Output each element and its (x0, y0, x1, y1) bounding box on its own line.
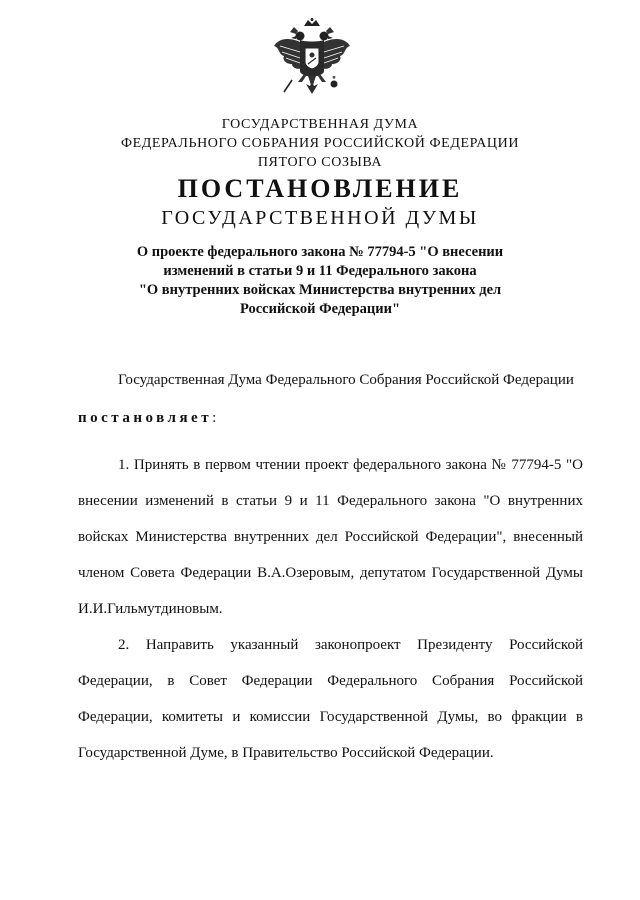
document-title: ПОСТАНОВЛЕНИЕ (177, 174, 463, 203)
item1-line-4: членом Совета Федерации В.А.Озеровым, депутатом Государственной Думы (78, 565, 583, 581)
document-subtitle: ГОСУДАРСТВЕННОЙ ДУМЫ (161, 207, 479, 229)
item2-line-1: 2. Направить указанный законопроект Президенту Российской (118, 637, 583, 653)
resolves-line (78, 400, 583, 436)
header-convocation: ПЯТОГО СОЗЫВА (257, 155, 383, 170)
item1-line-5: И.И.Гильмутдиновым. (78, 601, 223, 617)
item2-line-4: Государственной Думе, в Правительство Российской Федерации. (78, 745, 494, 761)
item2-line-2: Федерации, в Совет Федерации Федерального Собрания Российской (78, 673, 583, 689)
header-federal-assembly: ФЕДЕРАЛЬНОГО СОБРАНИЯ РОССИЙСКОЙ ФЕДЕРАЦИИ (120, 136, 520, 151)
subject-line-1: О проекте федерального закона № 77794-5 "О внесении (136, 244, 504, 260)
header-duma: ГОСУДАРСТВЕННАЯ ДУМА (221, 117, 419, 132)
resolves-word: постановляет (78, 410, 213, 426)
item1-line-2: внесении изменений в статьи 9 и 11 Федерального закона "О внутренних (78, 493, 583, 509)
subject-line-2: изменений в статьи 9 и 11 Федерального закона (163, 263, 477, 279)
item2-line-3: Федерации, комитеты и комиссии Государственной Думы, во фракции в (78, 709, 583, 725)
subject-line-4: Российской Федерации" (239, 301, 401, 317)
resolves-colon: : (212, 410, 217, 426)
item1-line-1: 1. Принять в первом чтении проект федерального закона № 77794-5 "О (118, 457, 583, 473)
item1-line-3: войсках Министерства внутренних дел Российской Федерации", внесенный (78, 529, 583, 545)
intro-paragraph: Государственная Дума Федерального Собрания Российской Федерации (118, 372, 574, 388)
state-emblem-icon (270, 18, 354, 104)
subject-line-3: "О внутренних войсках Министерства внутренних дел (138, 282, 502, 298)
